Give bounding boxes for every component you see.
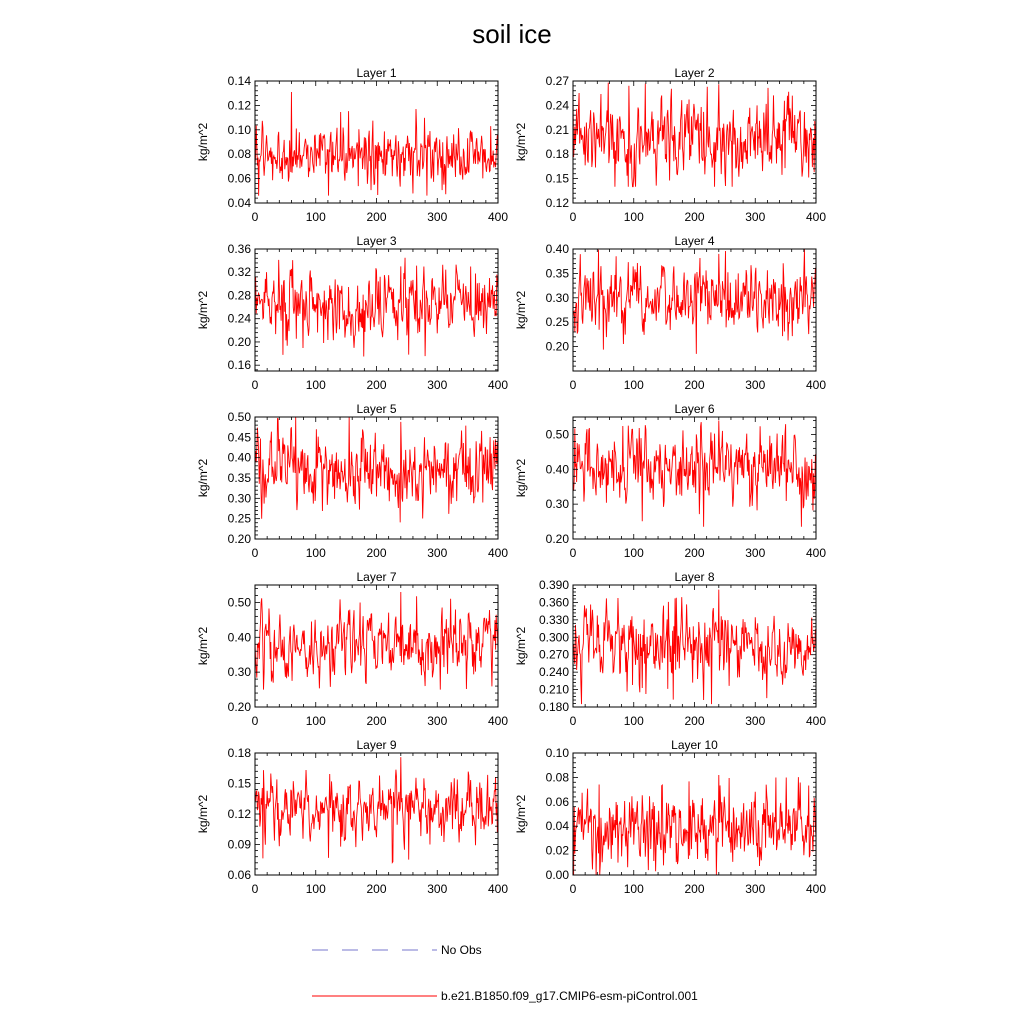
x-tick-label: 200 [684, 546, 705, 560]
series-line [255, 417, 498, 522]
x-tick-label: 300 [427, 714, 448, 728]
y-tick-label: 0.28 [227, 288, 251, 303]
x-tick-label: 100 [305, 882, 326, 896]
x-tick-label: 200 [366, 882, 387, 896]
y-tick-label: 0.20 [545, 339, 569, 354]
x-tick-label: 300 [427, 210, 448, 224]
x-tick-label: 0 [251, 546, 259, 560]
y-tick-label: 0.30 [545, 290, 569, 305]
y-tick-label: 0.14 [227, 74, 251, 88]
series-line [573, 249, 816, 354]
y-tick-label: 0.15 [227, 776, 251, 791]
x-tick-label: 200 [366, 546, 387, 560]
y-tick-label: 0.30 [227, 665, 251, 680]
y-tick-label: 0.08 [227, 147, 251, 162]
x-tick-label: 100 [623, 882, 644, 896]
x-tick-label: 0 [251, 378, 259, 392]
y-axis-label: kg/m^2 [196, 458, 210, 498]
x-tick-label: 0 [569, 210, 577, 224]
x-tick-label: 0 [569, 714, 577, 728]
panel-title: Layer 6 [674, 402, 715, 416]
panel-2 [514, 66, 826, 224]
series-line [573, 590, 816, 704]
chart-title: soil ice [472, 19, 552, 49]
x-tick-label: 300 [745, 210, 766, 224]
x-tick-label: 300 [745, 378, 766, 392]
x-tick-label: 200 [684, 882, 705, 896]
x-tick-label: 300 [427, 546, 448, 560]
y-tick-label: 0.36 [227, 242, 251, 256]
y-axis-label: kg/m^2 [514, 794, 528, 834]
y-tick-label: 0.08 [545, 770, 569, 785]
x-tick-label: 0 [251, 882, 259, 896]
y-tick-label: 0.04 [227, 196, 251, 210]
panel-4 [514, 234, 826, 392]
x-tick-label: 0 [569, 378, 577, 392]
x-tick-label: 300 [745, 714, 766, 728]
x-tick-label: 0 [251, 210, 259, 224]
y-tick-label: 0.50 [227, 595, 251, 610]
y-tick-label: 0.30 [227, 491, 251, 506]
y-tick-label: 0.360 [538, 595, 569, 610]
series-line [255, 92, 498, 196]
y-tick-label: 0.40 [545, 462, 569, 477]
y-tick-label: 0.50 [545, 427, 569, 442]
x-tick-label: 0 [251, 714, 259, 728]
x-tick-label: 100 [623, 378, 644, 392]
y-tick-label: 0.27 [545, 74, 569, 88]
y-tick-label: 0.20 [545, 532, 569, 546]
legend-model-label: b.e21.B1850.f09_g17.CMIP6-esm-piControl.001 [441, 989, 698, 1003]
x-tick-label: 300 [427, 882, 448, 896]
series-line [255, 592, 498, 690]
y-tick-label: 0.25 [227, 511, 251, 526]
series-line [255, 258, 498, 357]
x-tick-label: 200 [684, 714, 705, 728]
y-axis-label: kg/m^2 [514, 122, 528, 162]
x-tick-label: 400 [487, 882, 509, 896]
x-tick-label: 400 [487, 546, 509, 560]
panel-title: Layer 1 [356, 66, 397, 80]
y-tick-label: 0.06 [227, 868, 251, 882]
y-axis-label: kg/m^2 [514, 290, 528, 330]
panel-8 [514, 570, 826, 728]
y-tick-label: 0.09 [227, 837, 251, 852]
panel-7 [196, 570, 508, 728]
panel-1 [196, 66, 508, 224]
x-tick-label: 0 [569, 546, 577, 560]
x-tick-label: 200 [684, 378, 705, 392]
x-tick-label: 400 [805, 546, 827, 560]
x-tick-label: 300 [745, 882, 766, 896]
y-tick-label: 0.40 [545, 242, 569, 256]
series-line [573, 420, 816, 526]
y-tick-label: 0.10 [545, 746, 569, 760]
panel-title: Layer 3 [356, 234, 397, 248]
x-tick-label: 100 [623, 714, 644, 728]
x-tick-label: 400 [805, 210, 827, 224]
y-tick-label: 0.24 [545, 98, 569, 113]
y-tick-label: 0.240 [538, 665, 569, 680]
panel-6 [514, 402, 826, 560]
x-tick-label: 100 [623, 546, 644, 560]
series-line [573, 83, 816, 187]
y-tick-label: 0.12 [545, 196, 569, 210]
x-tick-label: 400 [487, 210, 509, 224]
x-tick-label: 400 [805, 882, 827, 896]
y-tick-label: 0.10 [227, 122, 251, 137]
panel-title: Layer 9 [356, 738, 397, 752]
y-tick-label: 0.18 [545, 147, 569, 162]
x-tick-label: 0 [569, 882, 577, 896]
x-tick-label: 200 [366, 714, 387, 728]
y-tick-label: 0.330 [538, 612, 569, 627]
panels [196, 66, 826, 896]
x-tick-label: 300 [745, 546, 766, 560]
y-tick-label: 0.50 [227, 410, 251, 424]
panel-9 [196, 738, 508, 896]
y-axis-label: kg/m^2 [196, 626, 210, 666]
x-tick-label: 100 [305, 546, 326, 560]
y-tick-label: 0.210 [538, 682, 569, 697]
y-tick-label: 0.35 [227, 471, 251, 485]
y-tick-label: 0.20 [227, 700, 251, 714]
series-line [573, 775, 816, 875]
x-tick-label: 200 [684, 210, 705, 224]
series-line [255, 757, 498, 863]
x-tick-label: 400 [805, 378, 827, 392]
y-tick-label: 0.35 [545, 266, 569, 281]
panel-title: Layer 8 [674, 570, 715, 584]
legend [312, 943, 698, 1003]
y-tick-label: 0.45 [227, 430, 251, 445]
y-tick-label: 0.12 [227, 98, 251, 113]
y-tick-label: 0.20 [227, 532, 251, 546]
panel-title: Layer 10 [671, 738, 718, 752]
y-tick-label: 0.16 [227, 358, 251, 373]
panel-title: Layer 2 [674, 66, 715, 80]
y-tick-label: 0.40 [227, 630, 251, 645]
y-tick-label: 0.02 [545, 843, 569, 858]
y-axis-label: kg/m^2 [196, 794, 210, 834]
x-tick-label: 400 [805, 714, 827, 728]
y-tick-label: 0.15 [545, 171, 569, 186]
y-tick-label: 0.06 [545, 794, 569, 809]
y-tick-label: 0.18 [227, 746, 251, 760]
panel-3 [196, 234, 508, 392]
y-tick-label: 0.32 [227, 265, 251, 280]
x-tick-label: 400 [487, 378, 509, 392]
axes-frame [255, 249, 498, 371]
x-tick-label: 100 [623, 210, 644, 224]
x-tick-label: 200 [366, 210, 387, 224]
x-tick-label: 100 [305, 714, 326, 728]
y-tick-label: 0.21 [545, 122, 569, 137]
y-axis-label: kg/m^2 [514, 458, 528, 498]
y-tick-label: 0.180 [538, 700, 569, 714]
x-tick-label: 100 [305, 210, 326, 224]
panel-10 [514, 738, 826, 896]
y-tick-label: 0.25 [545, 315, 569, 330]
y-axis-label: kg/m^2 [196, 122, 210, 162]
y-tick-label: 0.12 [227, 807, 251, 821]
y-tick-label: 0.30 [545, 497, 569, 512]
y-tick-label: 0.06 [227, 171, 251, 186]
y-axis-label: kg/m^2 [196, 290, 210, 330]
y-axis-label: kg/m^2 [514, 626, 528, 666]
x-tick-label: 400 [487, 714, 509, 728]
panel-title: Layer 7 [356, 570, 397, 584]
y-tick-label: 0.04 [545, 819, 569, 834]
legend-obs-label: No Obs [441, 943, 482, 957]
panel-title: Layer 5 [356, 402, 397, 416]
panel-title: Layer 4 [674, 234, 715, 248]
x-tick-label: 300 [427, 378, 448, 392]
x-tick-label: 200 [366, 378, 387, 392]
y-tick-label: 0.300 [538, 630, 569, 645]
y-tick-label: 0.20 [227, 334, 251, 349]
y-tick-label: 0.270 [538, 647, 569, 662]
y-tick-label: 0.00 [545, 868, 569, 882]
y-tick-label: 0.40 [227, 450, 251, 465]
y-tick-label: 0.24 [227, 311, 251, 326]
panel-5 [196, 402, 508, 560]
x-tick-label: 100 [305, 378, 326, 392]
y-tick-label: 0.390 [538, 578, 569, 592]
